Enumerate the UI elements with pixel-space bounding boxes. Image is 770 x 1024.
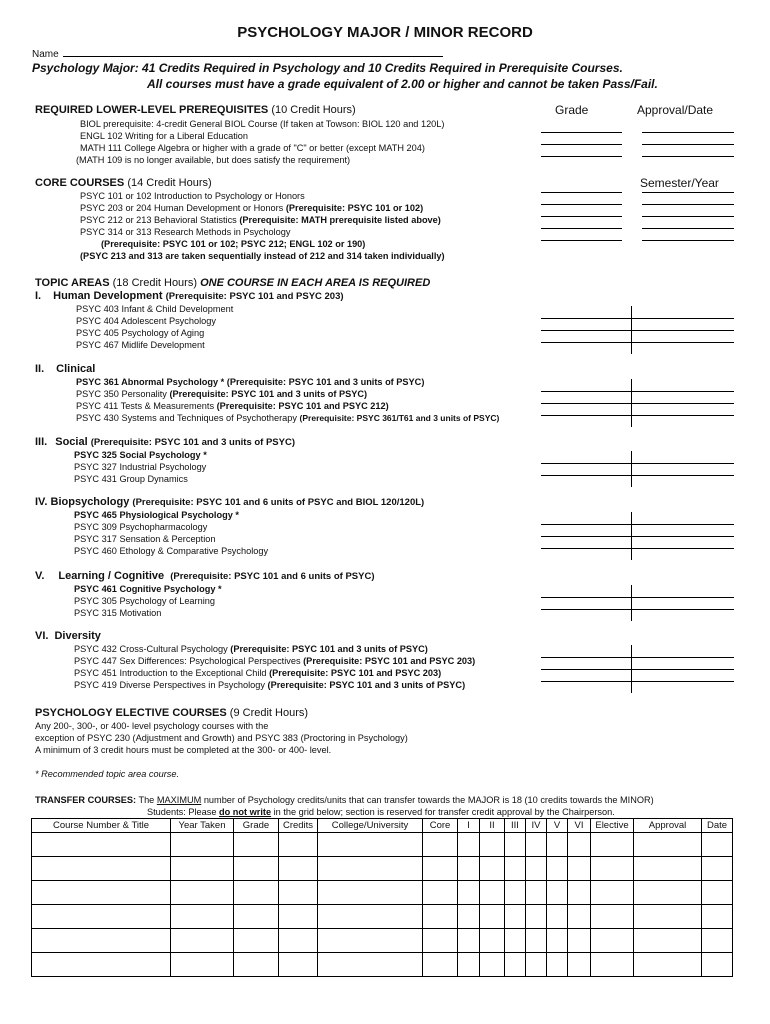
core-item: PSYC 212 or 213 Behavioral Statistics (Prerequisite: MATH prerequisite listed above) <box>80 215 441 225</box>
course-item: PSYC 431 Group Dynamics <box>74 474 188 484</box>
prereq-item: BIOL prerequisite: 4-credit General BIOL Course (If taken at Towson: BIOL 120 and 120L) <box>80 119 445 129</box>
write-line[interactable] <box>541 548 734 549</box>
elective-text: Any 200-, 300-, or 400- level psychology courses with the <box>35 721 269 731</box>
table-row <box>32 905 733 929</box>
write-line[interactable] <box>541 330 734 331</box>
write-line[interactable] <box>642 228 734 229</box>
write-line[interactable] <box>642 144 734 145</box>
write-line[interactable] <box>541 156 622 157</box>
area-learning-cognitive: V. Learning / Cognitive (Prerequisite: PSYC 101 and 6 units of PSYC) <box>35 570 375 582</box>
column-divider <box>631 645 632 693</box>
course-item: PSYC 350 Personality (Prerequisite: PSYC 101 and 3 units of PSYC) <box>76 389 368 399</box>
column-divider <box>631 585 632 621</box>
course-item: PSYC 411 Tests & Measurements (Prerequisite: PSYC 101 and PSYC 212) <box>76 401 389 411</box>
col-ii: II <box>480 819 505 833</box>
write-line[interactable] <box>541 192 622 193</box>
col-grade: Grade <box>234 819 279 833</box>
area-social: III. Social (Prerequisite: PSYC 101 and 3 units of PSYC) <box>35 436 296 448</box>
write-line[interactable] <box>541 597 734 598</box>
name-field[interactable] <box>63 47 443 57</box>
grade-column-label: Grade <box>555 103 589 117</box>
write-line[interactable] <box>541 240 622 241</box>
col-college: College/University <box>318 819 423 833</box>
major-requirements: Psychology Major: 41 Credits Required in Psychology and 10 Credits Required in Prerequisite Courses. <box>32 61 623 75</box>
write-line[interactable] <box>541 391 734 392</box>
write-line[interactable] <box>541 216 622 217</box>
table-row <box>32 833 733 857</box>
col-approval: Approval <box>634 819 702 833</box>
transfer-instructions: Students: Please do not write in the grid below; section is reserved for transfer credit approval by the Chairperson. <box>147 807 615 817</box>
col-elective: Elective <box>591 819 634 833</box>
transfer-grid-header <box>32 819 733 833</box>
course-item: PSYC 315 Motivation <box>74 608 162 618</box>
course-item: PSYC 461 Cognitive Psychology * <box>74 584 222 594</box>
core-item: PSYC 101 or 102 Introduction to Psychology or Honors <box>80 191 305 201</box>
course-item: PSYC 404 Adolescent Psychology <box>76 316 216 326</box>
course-item: PSYC 467 Midlife Development <box>76 340 205 350</box>
write-line[interactable] <box>541 609 734 610</box>
approval-column-label: Approval/Date <box>637 103 714 117</box>
write-line[interactable] <box>642 192 734 193</box>
course-item: PSYC 325 Social Psychology * <box>74 450 207 460</box>
area-clinical: II. Clinical <box>35 363 96 375</box>
write-line[interactable] <box>541 342 734 343</box>
prereq-heading: REQUIRED LOWER-LEVEL PREREQUISITES (10 Credit Hours) <box>35 104 356 116</box>
core-note: (PSYC 213 and 313 are taken sequentially instead of 212 and 314 taken individually) <box>80 251 445 261</box>
write-line[interactable] <box>642 156 734 157</box>
course-item: PSYC 447 Sex Differences: Psychological Perspectives (Prerequisite: PSYC 101 and PSYC 203) <box>74 656 476 666</box>
write-line[interactable] <box>541 403 734 404</box>
col-iii: III <box>505 819 526 833</box>
recommended-note: * Recommended topic area course. <box>35 769 180 779</box>
write-line[interactable] <box>541 204 622 205</box>
course-item: PSYC 419 Diverse Perspectives in Psychology (Prerequisite: PSYC 101 and 3 units of PSYC) <box>74 680 466 690</box>
col-vi: VI <box>568 819 591 833</box>
course-item: PSYC 432 Cross-Cultural Psychology (Prerequisite: PSYC 101 and 3 units of PSYC) <box>74 644 428 654</box>
elective-heading: PSYCHOLOGY ELECTIVE COURSES (9 Credit Hours) <box>35 707 309 719</box>
col-i: I <box>458 819 480 833</box>
write-line[interactable] <box>642 204 734 205</box>
write-line[interactable] <box>541 228 622 229</box>
transfer-heading: TRANSFER COURSES: The MAXIMUM number of Psychology credits/units that can transfer towards the MAJOR is 18 (10 credits towards the MINOR) <box>35 795 654 805</box>
course-item: PSYC 430 Systems and Techniques of Psychotherapy (Prerequisite: PSYC 361/T61 and 3 units of PSYC) <box>76 413 500 423</box>
write-line[interactable] <box>541 144 622 145</box>
column-divider <box>631 379 632 427</box>
write-line[interactable] <box>541 657 734 658</box>
col-year: Year Taken <box>171 819 234 833</box>
write-line[interactable] <box>541 669 734 670</box>
col-v: V <box>547 819 568 833</box>
table-row <box>32 857 733 881</box>
write-line[interactable] <box>642 132 734 133</box>
course-item: PSYC 460 Ethology & Comparative Psychology <box>74 546 269 556</box>
write-line[interactable] <box>541 318 734 319</box>
course-item: PSYC 327 Industrial Psychology <box>74 462 207 472</box>
grade-requirement: All courses must have a grade equivalent of 2.00 or higher and cannot be taken Pass/Fail. <box>147 77 658 91</box>
core-item: PSYC 314 or 313 Research Methods in Psychology <box>80 227 291 237</box>
course-item: PSYC 451 Introduction to the Exceptional Child (Prerequisite: PSYC 101 and PSYC 203) <box>74 668 442 678</box>
course-item: PSYC 465 Physiological Psychology * <box>74 510 239 520</box>
topic-heading: TOPIC AREAS (18 Credit Hours) ONE COURSE IN EACH AREA IS REQUIRED <box>35 277 431 289</box>
core-heading: CORE COURSES (14 Credit Hours) <box>35 177 212 189</box>
write-line[interactable] <box>541 463 734 464</box>
page-title: PSYCHOLOGY MAJOR / MINOR RECORD <box>237 24 533 41</box>
col-core: Core <box>423 819 458 833</box>
core-note: (Prerequisite: PSYC 101 or 102; PSYC 212; ENGL 102 or 190) <box>101 239 366 249</box>
table-row <box>32 881 733 905</box>
write-line[interactable] <box>541 681 734 682</box>
table-row <box>32 953 733 977</box>
write-line[interactable] <box>642 240 734 241</box>
area-biopsychology: IV. Biopsychology (Prerequisite: PSYC 101 and 6 units of PSYC and BIOL 120/120L) <box>35 496 425 508</box>
transfer-grid <box>31 818 733 977</box>
prereq-item: (MATH 109 is no longer available, but does satisfy the requirement) <box>76 155 351 165</box>
write-line[interactable] <box>541 524 734 525</box>
col-iv: IV <box>526 819 547 833</box>
prereq-item: ENGL 102 Writing for a Liberal Education <box>80 131 249 141</box>
course-item: PSYC 403 Infant & Child Development <box>76 304 234 314</box>
write-line[interactable] <box>541 475 734 476</box>
area-human-development: I. Human Development (Prerequisite: PSYC 101 and PSYC 203) <box>35 290 344 302</box>
elective-text: exception of PSYC 230 (Adjustment and Growth) and PSYC 383 (Proctoring in Psychology) <box>35 733 408 743</box>
course-item: PSYC 317 Sensation & Perception <box>74 534 216 544</box>
column-divider <box>631 512 632 560</box>
core-item: PSYC 203 or 204 Human Development or Honors (Prerequisite: PSYC 101 or 102) <box>80 203 424 213</box>
prereq-item: MATH 111 College Algebra or higher with a grade of "C" or better (except MATH 204) <box>80 143 425 153</box>
col-date: Date <box>702 819 733 833</box>
table-row <box>32 929 733 953</box>
semester-column-label: Semester/Year <box>640 176 719 190</box>
elective-text: A minimum of 3 credit hours must be completed at the 300- or 400- level. <box>35 745 332 755</box>
col-course: Course Number & Title <box>32 819 171 833</box>
column-divider <box>631 451 632 487</box>
name-label: Name <box>32 49 59 60</box>
area-diversity: VI. Diversity <box>35 630 101 642</box>
course-item: PSYC 305 Psychology of Learning <box>74 596 215 606</box>
course-item: PSYC 361 Abnormal Psychology * (Prerequisite: PSYC 101 and 3 units of PSYC) <box>76 377 425 387</box>
course-item: PSYC 309 Psychopharmacology <box>74 522 208 532</box>
course-item: PSYC 405 Psychology of Aging <box>76 328 205 338</box>
write-line[interactable] <box>541 536 734 537</box>
write-line[interactable] <box>541 132 622 133</box>
col-credits: Credits <box>279 819 318 833</box>
write-line[interactable] <box>541 415 734 416</box>
name-row <box>32 47 443 60</box>
write-line[interactable] <box>642 216 734 217</box>
column-divider <box>631 306 632 354</box>
